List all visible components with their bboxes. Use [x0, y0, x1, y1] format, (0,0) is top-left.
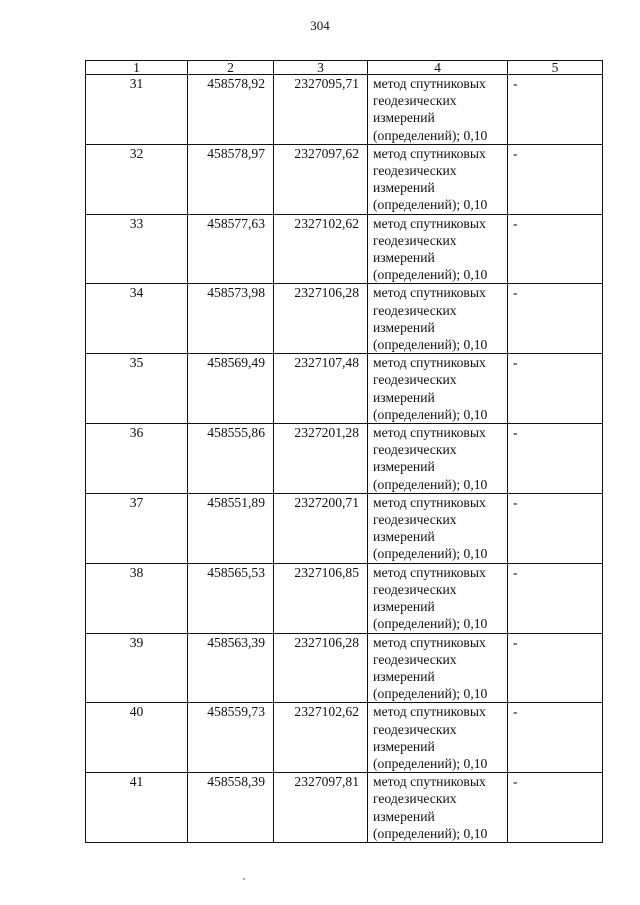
method-line: измерений	[373, 110, 435, 126]
coordinates-table	[85, 60, 603, 843]
header-col-5: 5	[508, 61, 603, 75]
x-coordinate-cell: 458559,73	[188, 703, 274, 773]
method-line: геодезических	[373, 372, 457, 388]
note-cell: -	[508, 703, 603, 773]
method-line: геодезических	[373, 581, 457, 597]
method-line: геодезических	[373, 93, 457, 109]
x-coordinate-cell: 458558,39	[188, 773, 274, 843]
method-line: измерений	[373, 250, 435, 266]
method-line: геодезических	[373, 442, 457, 458]
x-coordinate-cell: 458563,39	[188, 633, 274, 703]
method-line: (определений); 0,10	[373, 546, 488, 562]
y-coordinate-cell: 2327102,62	[274, 214, 368, 284]
y-coordinate-cell: 2327102,62	[274, 703, 368, 773]
y-coordinate-cell: 2327106,85	[274, 563, 368, 633]
header-col-4: 4	[368, 61, 508, 75]
table-header	[86, 61, 603, 75]
method-line: измерений	[373, 668, 435, 684]
note-cell: -	[508, 633, 603, 703]
table-row	[86, 633, 603, 703]
method-line: метод спутниковых	[373, 145, 486, 161]
point-number-cell: 36	[86, 424, 188, 494]
x-coordinate-cell: 458565,53	[188, 563, 274, 633]
method-line: геодезических	[373, 791, 457, 807]
point-number-cell: 33	[86, 214, 188, 284]
method-line: геодезических	[373, 651, 457, 667]
note-cell: -	[508, 424, 603, 494]
y-coordinate-cell: 2327097,81	[274, 773, 368, 843]
note-cell: -	[508, 214, 603, 284]
method-line: метод спутниковых	[373, 634, 486, 650]
note-cell: -	[508, 75, 603, 145]
x-coordinate-cell: 458569,49	[188, 354, 274, 424]
method-line: (определений); 0,10	[373, 127, 488, 143]
method-line: геодезических	[373, 302, 457, 318]
method-line: (определений); 0,10	[373, 267, 488, 283]
y-coordinate-cell: 2327107,48	[274, 354, 368, 424]
method-cell	[368, 563, 508, 633]
header-col-3: 3	[274, 61, 368, 75]
method-line: метод спутниковых	[373, 215, 486, 231]
method-line: (определений); 0,10	[373, 337, 488, 353]
table-row	[86, 144, 603, 214]
method-line: метод спутниковых	[373, 494, 486, 510]
point-number-cell: 41	[86, 773, 188, 843]
method-line: (определений); 0,10	[373, 197, 488, 213]
y-coordinate-cell: 2327095,71	[274, 75, 368, 145]
method-cell	[368, 424, 508, 494]
note-cell: -	[508, 144, 603, 214]
y-coordinate-cell: 2327201,28	[274, 424, 368, 494]
y-coordinate-cell: 2327097,62	[274, 144, 368, 214]
y-coordinate-cell: 2327200,71	[274, 493, 368, 563]
table-row	[86, 75, 603, 145]
method-line: метод спутниковых	[373, 564, 486, 580]
method-line: измерений	[373, 599, 435, 615]
point-number-cell: 38	[86, 563, 188, 633]
method-line: (определений); 0,10	[373, 406, 488, 422]
scan-speck	[243, 878, 245, 880]
table-body	[86, 75, 603, 843]
method-cell	[368, 493, 508, 563]
table-row	[86, 703, 603, 773]
method-line: (определений); 0,10	[373, 755, 488, 771]
method-line: измерений	[373, 459, 435, 475]
method-line: измерений	[373, 808, 435, 824]
point-number-cell: 31	[86, 75, 188, 145]
point-number-cell: 37	[86, 493, 188, 563]
method-line: измерений	[373, 389, 435, 405]
method-line: (определений); 0,10	[373, 616, 488, 632]
table-row	[86, 493, 603, 563]
method-cell	[368, 703, 508, 773]
x-coordinate-cell: 458551,89	[188, 493, 274, 563]
method-line: метод спутниковых	[373, 704, 486, 720]
method-line: геодезических	[373, 512, 457, 528]
page-number: 304	[310, 18, 330, 33]
method-line: (определений); 0,10	[373, 476, 488, 492]
table-row	[86, 354, 603, 424]
note-cell: -	[508, 563, 603, 633]
table-row	[86, 424, 603, 494]
point-number-cell: 35	[86, 354, 188, 424]
x-coordinate-cell: 458573,98	[188, 284, 274, 354]
x-coordinate-cell: 458577,63	[188, 214, 274, 284]
method-line: измерений	[373, 738, 435, 754]
y-coordinate-cell: 2327106,28	[274, 284, 368, 354]
method-cell	[368, 284, 508, 354]
header-col-2: 2	[188, 61, 274, 75]
method-line: метод спутниковых	[373, 355, 486, 371]
method-line: (определений); 0,10	[373, 686, 488, 702]
note-cell: -	[508, 284, 603, 354]
x-coordinate-cell: 458578,92	[188, 75, 274, 145]
table-row	[86, 214, 603, 284]
y-coordinate-cell: 2327106,28	[274, 633, 368, 703]
method-line: измерений	[373, 529, 435, 545]
table-row	[86, 284, 603, 354]
point-number-cell: 40	[86, 703, 188, 773]
table-row	[86, 773, 603, 843]
method-line: геодезических	[373, 232, 457, 248]
note-cell: -	[508, 773, 603, 843]
x-coordinate-cell: 458578,97	[188, 144, 274, 214]
method-cell	[368, 354, 508, 424]
method-cell	[368, 214, 508, 284]
header-col-1: 1	[86, 61, 188, 75]
method-cell	[368, 773, 508, 843]
table-row	[86, 563, 603, 633]
point-number-cell: 39	[86, 633, 188, 703]
point-number-cell: 34	[86, 284, 188, 354]
method-cell	[368, 144, 508, 214]
method-line: метод спутниковых	[373, 425, 486, 441]
method-line: геодезических	[373, 721, 457, 737]
note-cell: -	[508, 493, 603, 563]
method-cell	[368, 633, 508, 703]
method-line: измерений	[373, 319, 435, 335]
method-line: геодезических	[373, 163, 457, 179]
x-coordinate-cell: 458555,86	[188, 424, 274, 494]
method-cell	[368, 75, 508, 145]
method-line: метод спутниковых	[373, 774, 486, 790]
point-number-cell: 32	[86, 144, 188, 214]
method-line: (определений); 0,10	[373, 825, 488, 841]
header-row	[86, 61, 603, 75]
method-line: метод спутниковых	[373, 285, 486, 301]
method-line: измерений	[373, 180, 435, 196]
note-cell: -	[508, 354, 603, 424]
method-line: метод спутниковых	[373, 76, 486, 91]
